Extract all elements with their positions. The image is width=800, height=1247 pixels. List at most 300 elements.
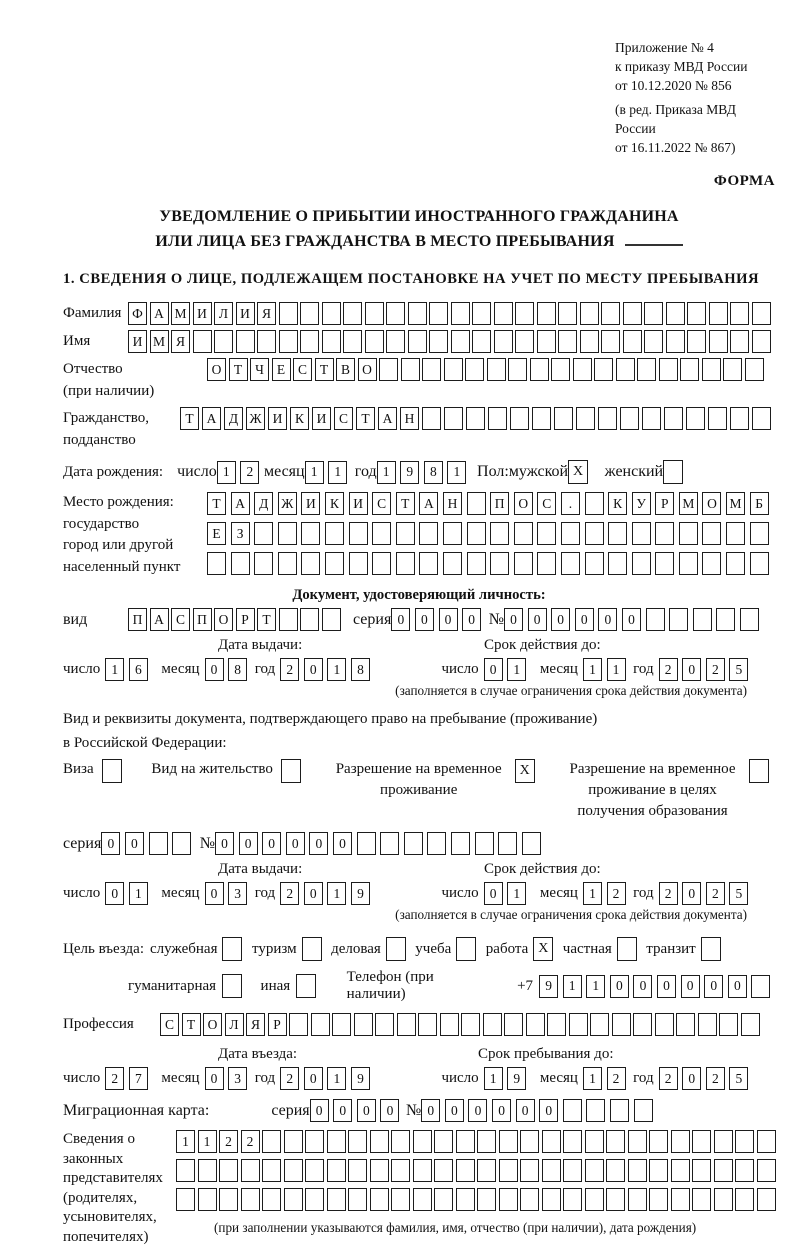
char-cell[interactable] [714, 1159, 733, 1182]
char-cell[interactable]: П [128, 608, 147, 631]
char-cell[interactable] [413, 1130, 432, 1153]
char-cell[interactable] [723, 358, 742, 381]
char-cell[interactable] [498, 832, 517, 855]
char-cell[interactable] [637, 358, 656, 381]
char-cell[interactable] [686, 407, 705, 430]
char-cell[interactable] [241, 1188, 260, 1211]
char-cell[interactable]: Л [225, 1013, 244, 1036]
char-cell[interactable] [530, 358, 549, 381]
char-cell[interactable]: О [214, 608, 233, 631]
char-cell[interactable] [514, 522, 533, 545]
char-cell[interactable]: 1 [176, 1130, 195, 1153]
char-cell[interactable] [396, 522, 415, 545]
char-cell[interactable] [735, 1188, 754, 1211]
purpose-official-checkbox[interactable] [222, 937, 242, 961]
char-cell[interactable]: 8 [351, 658, 370, 681]
char-cell[interactable] [580, 330, 599, 353]
char-cell[interactable] [149, 832, 168, 855]
char-cell[interactable]: Р [268, 1013, 287, 1036]
char-cell[interactable] [444, 358, 463, 381]
char-cell[interactable]: 5 [729, 882, 748, 905]
char-cell[interactable]: А [419, 492, 438, 515]
char-cell[interactable] [679, 522, 698, 545]
char-cell[interactable] [327, 1130, 346, 1153]
purpose-transit-checkbox[interactable] [701, 937, 721, 961]
char-cell[interactable] [649, 1130, 668, 1153]
char-cell[interactable]: 2 [240, 461, 259, 484]
char-cell[interactable] [254, 522, 273, 545]
char-cell[interactable]: 6 [129, 658, 148, 681]
char-cell[interactable]: М [679, 492, 698, 515]
char-cell[interactable]: 0 [205, 1067, 224, 1090]
char-cell[interactable] [757, 1159, 776, 1182]
char-cell[interactable]: 0 [333, 832, 352, 855]
char-cell[interactable]: 0 [484, 882, 503, 905]
char-cell[interactable] [379, 358, 398, 381]
char-cell[interactable] [311, 1013, 330, 1036]
sex-female-checkbox[interactable] [663, 460, 683, 484]
char-cell[interactable]: 9 [507, 1067, 526, 1090]
sex-male-checkbox[interactable]: X [568, 460, 588, 484]
char-cell[interactable] [380, 832, 399, 855]
char-cell[interactable] [370, 1188, 389, 1211]
char-cell[interactable]: 1 [507, 658, 526, 681]
char-cell[interactable] [284, 1159, 303, 1182]
char-cell[interactable] [554, 407, 573, 430]
char-cell[interactable] [487, 358, 506, 381]
char-cell[interactable] [465, 358, 484, 381]
char-cell[interactable]: 0 [528, 608, 547, 631]
char-cell[interactable] [372, 522, 391, 545]
char-cell[interactable]: А [231, 492, 250, 515]
char-cell[interactable] [563, 1188, 582, 1211]
char-cell[interactable] [558, 302, 577, 325]
char-cell[interactable] [716, 608, 735, 631]
char-cell[interactable] [257, 330, 276, 353]
char-cell[interactable] [472, 330, 491, 353]
char-cell[interactable] [444, 407, 463, 430]
char-cell[interactable] [757, 1188, 776, 1211]
char-cell[interactable]: 0 [681, 975, 700, 998]
char-cell[interactable] [594, 358, 613, 381]
char-cell[interactable] [693, 608, 712, 631]
char-cell[interactable] [401, 358, 420, 381]
char-cell[interactable]: Ч [250, 358, 269, 381]
char-cell[interactable]: И [236, 302, 255, 325]
char-cell[interactable] [262, 1159, 281, 1182]
char-cell[interactable]: 1 [507, 882, 526, 905]
char-cell[interactable] [551, 358, 570, 381]
char-cell[interactable] [601, 330, 620, 353]
char-cell[interactable] [408, 330, 427, 353]
char-cell[interactable] [702, 522, 721, 545]
char-cell[interactable]: 0 [309, 832, 328, 855]
visa-checkbox[interactable] [102, 759, 122, 783]
char-cell[interactable] [547, 1013, 566, 1036]
char-cell[interactable]: Р [655, 492, 674, 515]
char-cell[interactable] [466, 407, 485, 430]
char-cell[interactable] [408, 302, 427, 325]
char-cell[interactable]: 1 [328, 461, 347, 484]
char-cell[interactable]: С [334, 407, 353, 430]
char-cell[interactable] [679, 552, 698, 575]
char-cell[interactable] [386, 330, 405, 353]
char-cell[interactable]: К [290, 407, 309, 430]
char-cell[interactable]: 1 [586, 975, 605, 998]
char-cell[interactable]: О [207, 358, 226, 381]
char-cell[interactable] [422, 407, 441, 430]
char-cell[interactable]: 1 [217, 461, 236, 484]
char-cell[interactable]: 0 [575, 608, 594, 631]
char-cell[interactable]: Я [171, 330, 190, 353]
char-cell[interactable] [585, 522, 604, 545]
char-cell[interactable] [488, 407, 507, 430]
char-cell[interactable]: Т [207, 492, 226, 515]
char-cell[interactable] [284, 1130, 303, 1153]
char-cell[interactable]: 3 [228, 882, 247, 905]
char-cell[interactable] [494, 330, 513, 353]
char-cell[interactable] [608, 552, 627, 575]
char-cell[interactable] [494, 302, 513, 325]
char-cell[interactable] [666, 330, 685, 353]
char-cell[interactable] [490, 552, 509, 575]
char-cell[interactable] [327, 1159, 346, 1182]
char-cell[interactable]: 0 [239, 832, 258, 855]
char-cell[interactable] [499, 1188, 518, 1211]
char-cell[interactable]: 0 [682, 882, 701, 905]
char-cell[interactable]: 1 [607, 658, 626, 681]
char-cell[interactable] [580, 302, 599, 325]
purpose-private-checkbox[interactable] [617, 937, 637, 961]
char-cell[interactable] [590, 1013, 609, 1036]
char-cell[interactable] [520, 1188, 539, 1211]
char-cell[interactable]: 0 [610, 975, 629, 998]
char-cell[interactable]: 0 [310, 1099, 329, 1122]
char-cell[interactable]: 1 [583, 658, 602, 681]
char-cell[interactable]: Я [246, 1013, 265, 1036]
char-cell[interactable] [646, 608, 665, 631]
char-cell[interactable]: 2 [607, 1067, 626, 1090]
char-cell[interactable]: М [150, 330, 169, 353]
char-cell[interactable] [443, 552, 462, 575]
char-cell[interactable] [413, 1159, 432, 1182]
char-cell[interactable] [477, 1159, 496, 1182]
char-cell[interactable] [714, 1130, 733, 1153]
char-cell[interactable] [563, 1130, 582, 1153]
char-cell[interactable] [561, 522, 580, 545]
char-cell[interactable]: 2 [706, 882, 725, 905]
char-cell[interactable] [467, 552, 486, 575]
char-cell[interactable] [569, 1013, 588, 1036]
char-cell[interactable] [606, 1159, 625, 1182]
char-cell[interactable]: 1 [583, 882, 602, 905]
char-cell[interactable] [477, 1130, 496, 1153]
char-cell[interactable]: 0 [380, 1099, 399, 1122]
char-cell[interactable]: 0 [633, 975, 652, 998]
char-cell[interactable]: 1 [327, 882, 346, 905]
char-cell[interactable] [623, 330, 642, 353]
char-cell[interactable] [726, 522, 745, 545]
char-cell[interactable]: П [490, 492, 509, 515]
char-cell[interactable] [461, 1013, 480, 1036]
char-cell[interactable]: 8 [228, 658, 247, 681]
char-cell[interactable] [278, 522, 297, 545]
char-cell[interactable] [752, 302, 771, 325]
char-cell[interactable]: 0 [262, 832, 281, 855]
char-cell[interactable]: Л [214, 302, 233, 325]
char-cell[interactable]: 1 [447, 461, 466, 484]
char-cell[interactable]: И [193, 302, 212, 325]
char-cell[interactable] [219, 1159, 238, 1182]
char-cell[interactable]: 0 [304, 658, 323, 681]
char-cell[interactable]: 9 [539, 975, 558, 998]
char-cell[interactable] [300, 302, 319, 325]
purpose-other-checkbox[interactable] [296, 974, 316, 998]
char-cell[interactable]: 1 [129, 882, 148, 905]
char-cell[interactable] [348, 1130, 367, 1153]
char-cell[interactable] [676, 1013, 695, 1036]
char-cell[interactable]: 0 [462, 608, 481, 631]
char-cell[interactable]: Т [396, 492, 415, 515]
char-cell[interactable] [413, 1188, 432, 1211]
char-cell[interactable] [585, 552, 604, 575]
char-cell[interactable] [279, 608, 298, 631]
char-cell[interactable]: П [193, 608, 212, 631]
char-cell[interactable] [301, 522, 320, 545]
temp-residence-education-checkbox[interactable] [749, 759, 769, 783]
char-cell[interactable] [628, 1130, 647, 1153]
char-cell[interactable]: М [726, 492, 745, 515]
char-cell[interactable] [537, 302, 556, 325]
char-cell[interactable]: 8 [424, 461, 443, 484]
char-cell[interactable] [649, 1188, 668, 1211]
char-cell[interactable] [612, 1013, 631, 1036]
char-cell[interactable]: 1 [377, 461, 396, 484]
char-cell[interactable] [305, 1188, 324, 1211]
char-cell[interactable] [386, 302, 405, 325]
char-cell[interactable] [526, 1013, 545, 1036]
char-cell[interactable] [632, 552, 651, 575]
char-cell[interactable] [207, 552, 226, 575]
char-cell[interactable]: Н [443, 492, 462, 515]
char-cell[interactable] [752, 407, 771, 430]
char-cell[interactable]: И [312, 407, 331, 430]
char-cell[interactable] [451, 302, 470, 325]
char-cell[interactable]: О [358, 358, 377, 381]
char-cell[interactable] [730, 407, 749, 430]
char-cell[interactable] [616, 358, 635, 381]
char-cell[interactable] [714, 1188, 733, 1211]
char-cell[interactable] [698, 1013, 717, 1036]
char-cell[interactable] [735, 1130, 754, 1153]
char-cell[interactable]: Е [272, 358, 291, 381]
char-cell[interactable] [515, 330, 534, 353]
char-cell[interactable]: 0 [205, 882, 224, 905]
char-cell[interactable]: К [608, 492, 627, 515]
purpose-humanitarian-checkbox[interactable] [222, 974, 242, 998]
char-cell[interactable] [219, 1188, 238, 1211]
char-cell[interactable] [537, 552, 556, 575]
char-cell[interactable]: А [150, 302, 169, 325]
char-cell[interactable]: 2 [706, 658, 725, 681]
char-cell[interactable] [451, 832, 470, 855]
char-cell[interactable] [730, 330, 749, 353]
char-cell[interactable]: 1 [327, 1067, 346, 1090]
char-cell[interactable]: Т [229, 358, 248, 381]
char-cell[interactable]: 0 [445, 1099, 464, 1122]
char-cell[interactable] [586, 1099, 605, 1122]
char-cell[interactable]: 1 [327, 658, 346, 681]
char-cell[interactable] [576, 407, 595, 430]
char-cell[interactable]: И [268, 407, 287, 430]
char-cell[interactable] [719, 1013, 738, 1036]
char-cell[interactable]: А [150, 608, 169, 631]
char-cell[interactable] [391, 1188, 410, 1211]
char-cell[interactable]: 2 [219, 1130, 238, 1153]
char-cell[interactable] [606, 1130, 625, 1153]
char-cell[interactable]: 2 [706, 1067, 725, 1090]
char-cell[interactable]: 0 [304, 882, 323, 905]
char-cell[interactable]: Р [236, 608, 255, 631]
char-cell[interactable] [702, 358, 721, 381]
char-cell[interactable] [692, 1188, 711, 1211]
char-cell[interactable] [456, 1188, 475, 1211]
char-cell[interactable]: 1 [484, 1067, 503, 1090]
char-cell[interactable]: 0 [357, 1099, 376, 1122]
char-cell[interactable] [451, 330, 470, 353]
char-cell[interactable] [429, 302, 448, 325]
char-cell[interactable]: 5 [729, 1067, 748, 1090]
char-cell[interactable] [467, 522, 486, 545]
char-cell[interactable] [537, 522, 556, 545]
char-cell[interactable] [664, 407, 683, 430]
char-cell[interactable] [332, 1013, 351, 1036]
char-cell[interactable]: 1 [105, 658, 124, 681]
char-cell[interactable] [687, 330, 706, 353]
char-cell[interactable] [467, 492, 486, 515]
char-cell[interactable] [322, 608, 341, 631]
char-cell[interactable] [499, 1159, 518, 1182]
char-cell[interactable] [176, 1188, 195, 1211]
char-cell[interactable] [620, 407, 639, 430]
char-cell[interactable]: Т [182, 1013, 201, 1036]
char-cell[interactable] [634, 1099, 653, 1122]
char-cell[interactable] [515, 302, 534, 325]
char-cell[interactable] [542, 1130, 561, 1153]
char-cell[interactable] [429, 330, 448, 353]
char-cell[interactable] [666, 302, 685, 325]
char-cell[interactable] [632, 522, 651, 545]
char-cell[interactable] [644, 302, 663, 325]
char-cell[interactable] [649, 1159, 668, 1182]
char-cell[interactable] [284, 1188, 303, 1211]
char-cell[interactable]: . [561, 492, 580, 515]
char-cell[interactable]: Е [207, 522, 226, 545]
char-cell[interactable]: 0 [728, 975, 747, 998]
char-cell[interactable] [419, 522, 438, 545]
char-cell[interactable] [391, 1130, 410, 1153]
char-cell[interactable]: 0 [704, 975, 723, 998]
char-cell[interactable] [532, 407, 551, 430]
char-cell[interactable] [542, 1159, 561, 1182]
char-cell[interactable] [396, 552, 415, 575]
char-cell[interactable] [508, 358, 527, 381]
char-cell[interactable] [633, 1013, 652, 1036]
char-cell[interactable]: И [301, 492, 320, 515]
char-cell[interactable]: 1 [305, 461, 324, 484]
char-cell[interactable]: 5 [729, 658, 748, 681]
char-cell[interactable]: 2 [241, 1130, 260, 1153]
char-cell[interactable] [397, 1013, 416, 1036]
char-cell[interactable]: 0 [468, 1099, 487, 1122]
char-cell[interactable] [708, 407, 727, 430]
char-cell[interactable] [325, 522, 344, 545]
char-cell[interactable]: С [537, 492, 556, 515]
char-cell[interactable]: Т [315, 358, 334, 381]
char-cell[interactable] [687, 302, 706, 325]
char-cell[interactable] [752, 330, 771, 353]
char-cell[interactable] [671, 1159, 690, 1182]
char-cell[interactable] [434, 1130, 453, 1153]
char-cell[interactable]: 0 [105, 882, 124, 905]
char-cell[interactable]: Б [750, 492, 769, 515]
char-cell[interactable] [262, 1188, 281, 1211]
char-cell[interactable]: Ж [278, 492, 297, 515]
char-cell[interactable] [357, 832, 376, 855]
purpose-study-checkbox[interactable] [456, 937, 476, 961]
residence-permit-checkbox[interactable] [281, 759, 301, 783]
char-cell[interactable] [709, 302, 728, 325]
char-cell[interactable]: 0 [205, 658, 224, 681]
char-cell[interactable]: 2 [659, 1067, 678, 1090]
char-cell[interactable]: 0 [492, 1099, 511, 1122]
char-cell[interactable] [262, 1130, 281, 1153]
char-cell[interactable] [735, 1159, 754, 1182]
char-cell[interactable]: С [372, 492, 391, 515]
char-cell[interactable]: Т [180, 407, 199, 430]
char-cell[interactable] [354, 1013, 373, 1036]
char-cell[interactable] [322, 302, 341, 325]
char-cell[interactable] [365, 302, 384, 325]
char-cell[interactable]: 2 [607, 882, 626, 905]
char-cell[interactable] [655, 1013, 674, 1036]
char-cell[interactable] [391, 1159, 410, 1182]
char-cell[interactable]: 0 [333, 1099, 352, 1122]
char-cell[interactable]: 0 [215, 832, 234, 855]
char-cell[interactable] [172, 832, 191, 855]
purpose-work-checkbox[interactable]: X [533, 937, 553, 961]
char-cell[interactable] [563, 1159, 582, 1182]
char-cell[interactable]: 0 [598, 608, 617, 631]
char-cell[interactable] [504, 1013, 523, 1036]
char-cell[interactable] [422, 358, 441, 381]
char-cell[interactable]: 2 [280, 882, 299, 905]
char-cell[interactable] [490, 522, 509, 545]
char-cell[interactable] [585, 1188, 604, 1211]
char-cell[interactable] [680, 358, 699, 381]
char-cell[interactable]: 2 [105, 1067, 124, 1090]
char-cell[interactable] [692, 1130, 711, 1153]
char-cell[interactable]: 0 [304, 1067, 323, 1090]
char-cell[interactable] [427, 832, 446, 855]
char-cell[interactable]: 0 [484, 658, 503, 681]
char-cell[interactable] [558, 330, 577, 353]
char-cell[interactable] [372, 552, 391, 575]
char-cell[interactable] [375, 1013, 394, 1036]
char-cell[interactable]: 1 [583, 1067, 602, 1090]
char-cell[interactable] [365, 330, 384, 353]
char-cell[interactable] [709, 330, 728, 353]
